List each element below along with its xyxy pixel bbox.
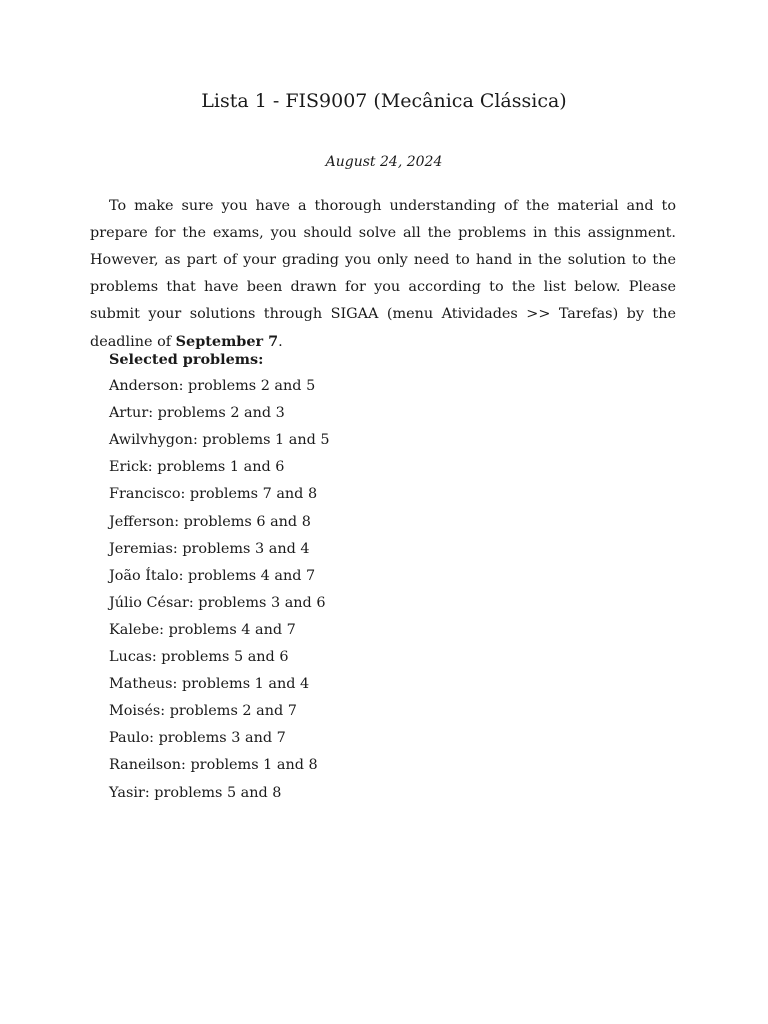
assignment-item: Raneilson: problems 1 and 8	[109, 757, 318, 774]
assignment-item: Jefferson: problems 6 and 8	[109, 513, 311, 530]
assignment-item: Francisco: problems 7 and 8	[109, 486, 318, 503]
assignment-item: Artur: problems 2 and 3	[109, 405, 285, 422]
assignment-item: João Ítalo: problems 4 and 7	[109, 567, 316, 584]
assignment-item: Matheus: problems 1 and 4	[109, 676, 310, 693]
deadline-date: September 7	[175, 333, 279, 350]
selected-problems-section	[109, 346, 609, 807]
intro-text: To make sure you have a thorough understanding of the material and to prepare for the exams, you should solve all the problems in this assignment. However, as part of your grading you only need to hand in the solution to the problems that have been drawn for you according to the list below. Please submit your solutions through SIGAA (menu Atividades >> Tarefas) by the deadline of	[90, 198, 676, 350]
assignment-item: Awilvhygon: problems 1 and 5	[109, 432, 330, 449]
document-date: August 24, 2024	[325, 154, 443, 170]
assignment-item: Jeremias: problems 3 and 4	[109, 540, 310, 557]
assignment-list	[109, 373, 609, 807]
intro-text-end: .	[278, 334, 283, 350]
assignment-item: Anderson: problems 2 and 5	[109, 378, 316, 395]
assignment-item: Paulo: problems 3 and 7	[109, 730, 286, 747]
assignment-item: Lucas: problems 5 and 6	[109, 649, 289, 666]
assignment-item: Kalebe: problems 4 and 7	[109, 621, 296, 638]
document-title: Lista 1 - FIS9007 (Mecânica Clássica)	[201, 90, 567, 112]
assignment-item: Júlio César: problems 3 and 6	[109, 594, 326, 611]
assignment-item: Moisés: problems 2 and 7	[109, 703, 297, 720]
selected-problems-heading: Selected problems:	[109, 351, 264, 368]
assignment-item: Erick: problems 1 and 6	[109, 459, 285, 476]
intro-paragraph	[90, 193, 676, 356]
assignment-item: Yasir: problems 5 and 8	[109, 784, 282, 801]
